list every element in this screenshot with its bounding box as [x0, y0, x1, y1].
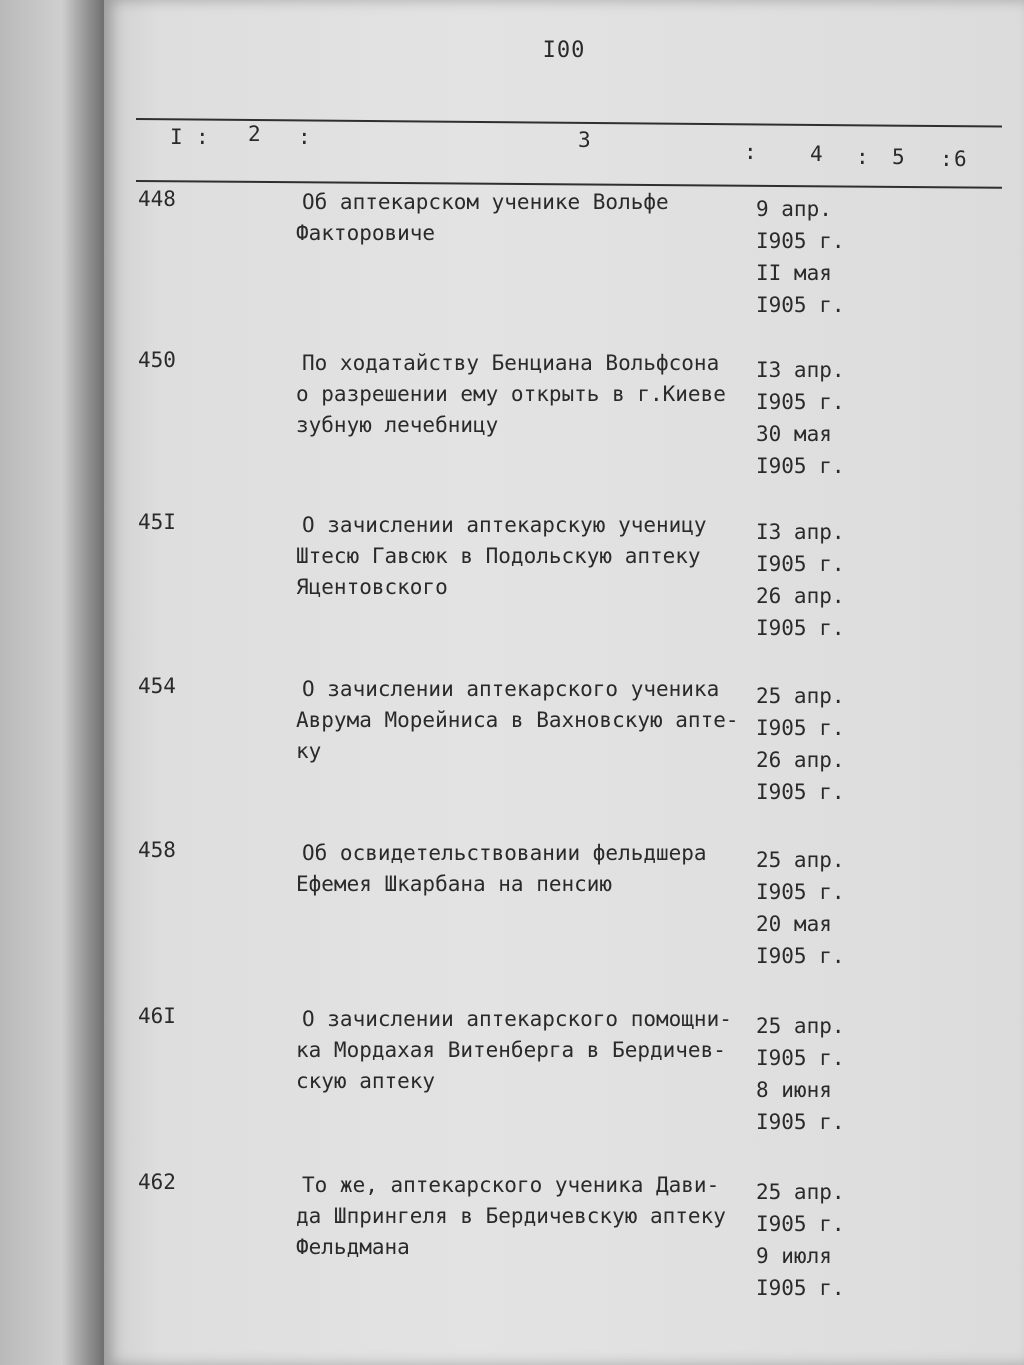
entry-description-line: Аврума Морейниса в Вахновскую апте- [296, 708, 739, 732]
entry-description-line: Яцентовского [296, 575, 448, 599]
start-year: I905 г. [756, 552, 845, 576]
column-header-2: 2 [248, 122, 261, 146]
entry-description [296, 348, 756, 441]
document-page [104, 0, 1024, 1365]
column-header-3: 3 [578, 128, 591, 152]
column-header-1: I [170, 125, 183, 149]
entry-number: 46I [138, 1004, 176, 1028]
entry-dates [756, 354, 845, 482]
start-year: I905 г. [756, 1046, 845, 1070]
start-year: I905 г. [756, 880, 845, 904]
end-date: 8 июня [756, 1078, 832, 1102]
start-date: I3 апр. [756, 358, 845, 382]
entry-number: 450 [138, 348, 176, 372]
start-date: 25 апр. [756, 848, 845, 872]
entry-description-line: скую аптеку [296, 1069, 436, 1093]
entry-description-line: ку [296, 739, 322, 763]
end-year: I905 г. [756, 1276, 845, 1300]
header-rule-top [136, 118, 1002, 128]
entry-number: 458 [138, 838, 176, 862]
entry-description-line: да Шпрингеля в Бердичевскую аптеку [296, 1204, 726, 1228]
start-date: 25 апр. [756, 1180, 845, 1204]
entry-description-line: зубную лечебницу [296, 413, 499, 437]
entry-number: 454 [138, 674, 176, 698]
entry-number: 45I [138, 510, 176, 534]
entry-description [296, 838, 756, 900]
entry-number: 448 [138, 187, 176, 211]
start-year: I905 г. [756, 1212, 845, 1236]
entry-description [296, 510, 756, 603]
end-date: II мая [756, 261, 832, 285]
end-date: 26 апр. [756, 584, 845, 608]
start-date: 9 апр. [756, 197, 832, 221]
entry-description-line: Ефемея Шкарбана на пенсию [296, 872, 613, 896]
entry-description-line: Об аптекарском ученике Вольфе [302, 190, 669, 214]
entry-dates [756, 844, 845, 972]
column-header-4: 4 [810, 142, 823, 166]
entry-dates [756, 1176, 845, 1304]
start-date: 25 апр. [756, 684, 845, 708]
end-year: I905 г. [756, 454, 845, 478]
end-date: 30 мая [756, 422, 832, 446]
end-year: I905 г. [756, 293, 845, 317]
start-date: I3 апр. [756, 520, 845, 544]
entry-description-line: о разрешении ему открыть в г.Киеве [296, 382, 726, 406]
entry-description-line: ка Мордахая Витенберга в Бердичев- [296, 1038, 726, 1062]
column-header-5: 5 [892, 145, 905, 169]
entry-description-line: О зачислении аптекарского помощни- [302, 1007, 732, 1031]
start-year: I905 г. [756, 716, 845, 740]
book-binding [0, 0, 112, 1365]
entry-description-line: По ходатайству Бенциана Вольфсона [302, 351, 720, 375]
entry-description-line: То же, аптекарского ученика Дави- [302, 1173, 720, 1197]
entry-description-line: Об освидетельствовании фельдшера [302, 841, 707, 865]
end-year: I905 г. [756, 780, 845, 804]
entry-description-line: О зачислении аптекарскую ученицу [302, 513, 707, 537]
end-year: I905 г. [756, 1110, 845, 1134]
start-year: I905 г. [756, 229, 845, 253]
start-date: 25 апр. [756, 1014, 845, 1038]
entry-description-line: Факторовиче [296, 221, 436, 245]
entry-dates [756, 516, 845, 644]
column-separator: : [856, 145, 869, 169]
column-separator: : [940, 147, 953, 171]
entry-dates [756, 1010, 845, 1138]
end-year: I905 г. [756, 616, 845, 640]
end-date: 20 мая [756, 912, 832, 936]
entry-dates [756, 680, 845, 808]
entry-dates [756, 193, 845, 321]
page-number: I00 [542, 38, 586, 63]
column-separator: : [744, 140, 757, 164]
entry-description [296, 1170, 756, 1263]
end-year: I905 г. [756, 944, 845, 968]
entry-description-line: Фельдмана [296, 1235, 410, 1259]
column-separator: : [298, 125, 311, 149]
entry-description-line: Штесю Гавсюк в Подольскую аптеку [296, 544, 701, 568]
entry-description [296, 1004, 756, 1097]
entry-number: 462 [138, 1170, 176, 1194]
column-header-6: 6 [954, 147, 967, 171]
end-date: 26 апр. [756, 748, 845, 772]
entry-description-line: О зачислении аптекарского ученика [302, 677, 720, 701]
start-year: I905 г. [756, 390, 845, 414]
entry-description [296, 674, 756, 767]
entry-description [296, 187, 756, 249]
column-separator: : [196, 125, 209, 149]
end-date: 9 июля [756, 1244, 832, 1268]
